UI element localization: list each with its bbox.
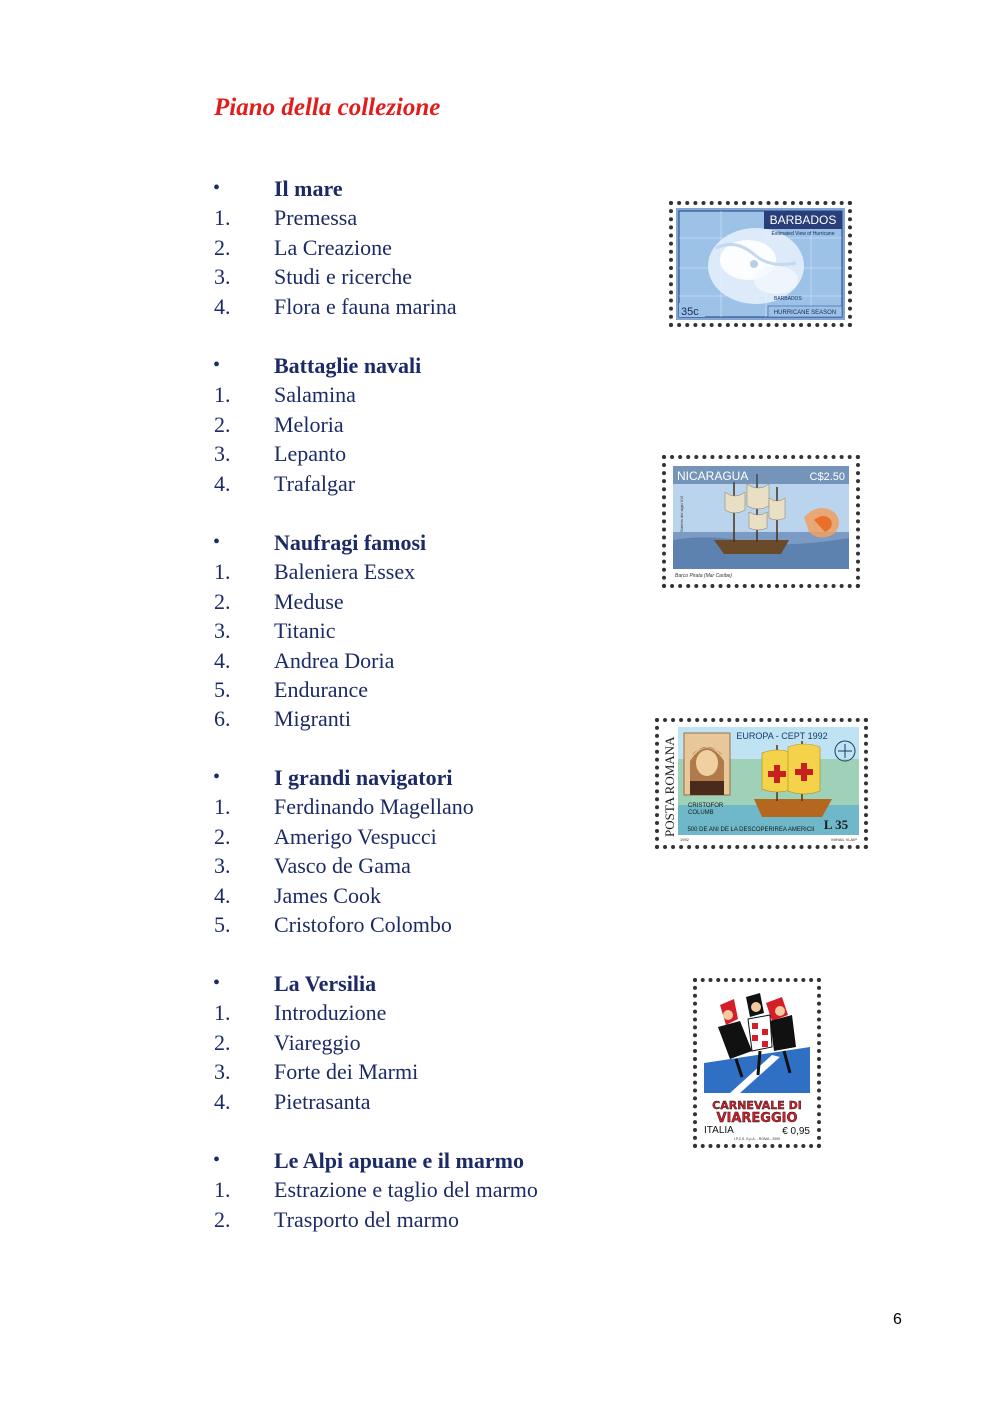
stamp-italia-imprint: I.P.Z.S. S.p.A. - ROMA - 2009: [733, 1137, 781, 1141]
list-item-label: Introduzione: [274, 1000, 387, 1026]
stamp-nicaragua-caption: Barco Pirata (Mar Caribe): [675, 573, 732, 579]
stamp-nicaragua: [662, 455, 860, 588]
list-item-label: Endurance: [274, 676, 369, 702]
stamp-romania-portrait-label-1: CRISTOFOR: [688, 803, 724, 809]
bullet-icon: •: [213, 972, 221, 994]
list-item-number: 5.: [214, 676, 231, 702]
bullet-icon: •: [213, 354, 221, 376]
list-item-number: 4.: [214, 882, 231, 908]
list-item-number: 2.: [214, 411, 231, 437]
section-heading: Battaglie navali: [274, 353, 422, 378]
stamp-nicaragua-value: C$2.50: [809, 471, 845, 483]
bullet-icon: •: [213, 1149, 221, 1171]
list-item-number: 4.: [214, 293, 231, 319]
stamp-nicaragua-artwork: [669, 462, 853, 581]
list-item-label: Titanic: [274, 618, 336, 644]
list-item-label: Cristoforo Colombo: [274, 911, 452, 937]
stamp-italia-artwork: [700, 985, 814, 1141]
list-item-label: Flora e fauna marina: [274, 293, 457, 319]
stamp-romania-header: EUROPA - CEPT 1992: [736, 731, 828, 741]
list-item-number: 3.: [214, 618, 231, 644]
stamp-romania-artwork: [662, 725, 861, 842]
list-item-label: Meloria: [274, 411, 344, 437]
list-item-label: Amerigo Vespucci: [274, 823, 437, 849]
section-heading: I grandi navigatori: [274, 765, 453, 790]
list-item-label: Trasporto del marmo: [274, 1206, 459, 1232]
stamp-romania-country: POSTA ROMANA: [662, 736, 677, 837]
list-item-number: 1.: [214, 382, 231, 408]
list-item-label: James Cook: [274, 882, 381, 908]
stamp-italia-line1: CARNEVALE DI: [712, 1099, 802, 1112]
list-item-label: Forte dei Marmi: [274, 1059, 419, 1085]
list-item-number: 2.: [214, 1206, 231, 1232]
list-item-number: 1.: [214, 205, 231, 231]
bullet-icon: •: [213, 177, 221, 199]
stamp-barbados-caption: HURRICANE SEASON: [773, 310, 837, 316]
list-item-label: Andrea Doria: [274, 647, 395, 673]
list-item-number: 1.: [214, 794, 231, 820]
stamp-romania-caption: 500 DE ANI DE LA DESCOPERIREA AMERICII: [687, 827, 815, 833]
list-item-number: 3.: [214, 1059, 231, 1085]
list-item-number: 2.: [214, 1029, 231, 1055]
list-item-number: 4.: [214, 647, 231, 673]
stamp-barbados-subtitle: Estimated View of Hurricane: [771, 231, 835, 237]
list-item-label: Salamina: [274, 382, 356, 408]
stamp-barbados-island: BARBADOS: [774, 296, 802, 302]
list-item-number: 1.: [214, 1177, 231, 1203]
stamp-barbados-artwork: [676, 208, 845, 320]
section-heading: Naufragi famosi: [274, 530, 427, 555]
list-item-label: Premessa: [274, 205, 358, 231]
stamp-nicaragua-side-text: Galeón del siglo XVI: [679, 495, 684, 532]
list-item-label: Pietrasanta: [274, 1088, 371, 1114]
stamp-italia: [693, 978, 821, 1148]
stamp-barbados-value: 35c: [681, 306, 699, 318]
section-heading: Il mare: [274, 176, 343, 201]
list-item-number: 3.: [214, 853, 231, 879]
section-heading: Le Alpi apuane e il marmo: [274, 1148, 524, 1173]
page-title: Piano della collezione: [214, 94, 441, 121]
list-item-label: Viareggio: [274, 1029, 361, 1055]
list-item-number: 4.: [214, 1088, 231, 1114]
list-item-number: 2.: [214, 823, 231, 849]
stamp-nicaragua-country: NICARAGUA: [677, 469, 749, 483]
list-item-number: 1.: [214, 559, 231, 585]
section-heading: La Versilia: [274, 971, 377, 996]
list-item-label: Migranti: [274, 706, 351, 732]
list-item-number: 6.: [214, 706, 231, 732]
list-item-label: Vasco de Gama: [274, 853, 411, 879]
list-item-number: 4.: [214, 470, 231, 496]
list-item-label: La Creazione: [274, 234, 392, 260]
stamp-italia-value: € 0,95: [782, 1126, 810, 1137]
list-item-number: 2.: [214, 588, 231, 614]
list-item-number: 2.: [214, 234, 231, 260]
stamp-romania: [655, 718, 868, 849]
stamp-romania-year: 1992: [680, 837, 689, 842]
list-item-label: Baleniera Essex: [274, 559, 416, 585]
page-number: 6: [893, 1311, 902, 1328]
bullet-icon: •: [213, 531, 221, 553]
stamp-barbados: [669, 201, 852, 327]
stamp-italia-country: ITALIA: [704, 1125, 734, 1136]
stamp-barbados-country: BARBADOS: [769, 213, 837, 227]
stamp-romania-printer: MIHAIL VLAIP: [831, 837, 857, 842]
list-item-number: 3.: [214, 264, 231, 290]
list-item-number: 1.: [214, 1000, 231, 1026]
stamp-romania-value: L 35: [823, 817, 849, 832]
list-item-label: Meduse: [274, 588, 344, 614]
list-item-label: Studi e ricerche: [274, 264, 413, 290]
bullet-icon: •: [213, 766, 221, 788]
stamp-romania-portrait-label-2: COLUMB: [688, 810, 714, 816]
list-item-label: Ferdinando Magellano: [274, 794, 474, 820]
list-item-label: Trafalgar: [274, 470, 356, 496]
list-item-label: Lepanto: [274, 441, 347, 467]
list-item-number: 5.: [214, 911, 231, 937]
list-item-number: 3.: [214, 441, 231, 467]
list-item-label: Estrazione e taglio del marmo: [274, 1177, 538, 1203]
stamp-italia-line2: VIAREGGIO: [716, 1111, 798, 1126]
